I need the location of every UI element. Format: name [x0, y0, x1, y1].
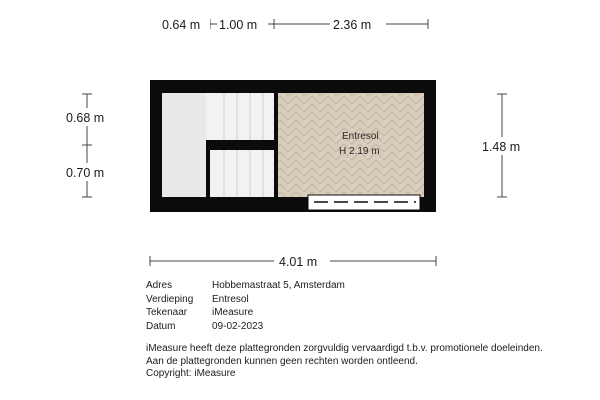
dim-left-2: 0.70 m [66, 166, 105, 180]
info-label: Verdieping [146, 293, 194, 305]
info-label: Datum [146, 320, 176, 332]
disclaimer-line: iMeasure heeft deze plattegronden zorgvuldig vervaardigd t.b.v. promotionele doeleinden. [146, 343, 543, 354]
bottom-dimension [150, 252, 436, 270]
room-height: H 2.19 m [339, 146, 380, 157]
info-value: Entresol [212, 293, 249, 305]
info-value: 09-02-2023 [212, 320, 264, 332]
copyright-line: Copyright: iMeasure [146, 368, 236, 380]
info-label: Tekenaar [146, 307, 188, 318]
room-name: Entresol [342, 131, 379, 142]
left-dimension [64, 94, 112, 197]
room-floor [278, 93, 424, 197]
disclaimer-line: Aan de plattegronden kunnen geen rechten worden ontleend. [146, 355, 418, 367]
top-dimension [160, 15, 428, 33]
window [308, 195, 420, 210]
right-dimension [480, 94, 528, 197]
info-value: Hobbemastraat 5, Amsterdam [212, 280, 345, 291]
info-block [146, 279, 345, 333]
info-row-date [146, 320, 345, 334]
info-row-address [146, 279, 345, 293]
dim-top-3: 2.36 m [333, 18, 372, 32]
info-label: Adres [146, 280, 173, 291]
dim-top-2: 1.00 m [219, 18, 258, 32]
info-row-drawer [146, 306, 345, 320]
dim-bottom: 4.01 m [279, 255, 318, 269]
dim-right: 1.48 m [482, 140, 521, 154]
info-row-floor [146, 293, 345, 307]
disclaimer [146, 343, 543, 381]
info-value: iMeasure [212, 307, 254, 318]
dim-top-1: 0.64 m [162, 18, 201, 32]
dim-left-1: 0.68 m [66, 111, 105, 125]
stair-area [162, 93, 278, 197]
